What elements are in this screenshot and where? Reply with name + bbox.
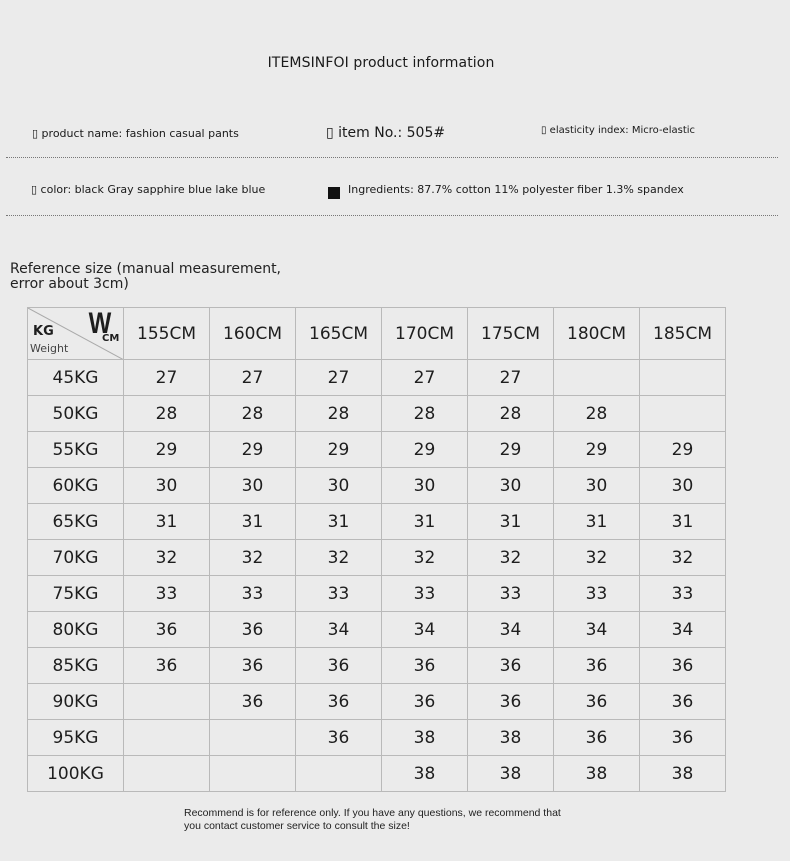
size-cell: 36 (468, 648, 554, 684)
size-cell (124, 684, 210, 720)
size-cell: 32 (554, 540, 640, 576)
size-cell (124, 720, 210, 756)
product-name: ▯ product name: fashion casual pants (32, 127, 239, 140)
size-cell: 34 (554, 612, 640, 648)
size-cell: 36 (210, 612, 296, 648)
table-row (28, 648, 726, 684)
height-header: 160CM (210, 308, 296, 360)
reference-line-1: Reference size (manual measurement, (10, 261, 282, 277)
size-cell: 27 (124, 360, 210, 396)
size-cell: 36 (382, 648, 468, 684)
size-cell: 31 (468, 504, 554, 540)
ingredients-text: Ingredients: 87.7% cotton 11% polyester fiber 1.3% spandex (348, 183, 684, 196)
size-cell: 29 (640, 432, 726, 468)
size-cell: 28 (554, 396, 640, 432)
size-cell: 31 (296, 504, 382, 540)
elasticity-index: ▯ elasticity index: Micro-elastic (541, 125, 696, 136)
size-cell: 33 (382, 576, 468, 612)
weight-cell: 90KG (28, 684, 124, 720)
height-header: 185CM (640, 308, 726, 360)
size-cell: 27 (296, 360, 382, 396)
height-header: 170CM (382, 308, 468, 360)
weight-cell: 100KG (28, 756, 124, 792)
size-cell: 30 (124, 468, 210, 504)
size-cell: 28 (210, 396, 296, 432)
size-cell: 29 (382, 432, 468, 468)
table-row (28, 720, 726, 756)
size-cell: 33 (296, 576, 382, 612)
weight-cell: 65KG (28, 504, 124, 540)
size-cell: 36 (210, 684, 296, 720)
color-info: ▯ color: black Gray sapphire blue lake blue (31, 183, 266, 196)
size-cell: 31 (210, 504, 296, 540)
divider (6, 215, 778, 216)
size-cell: 28 (124, 396, 210, 432)
size-cell: 28 (382, 396, 468, 432)
page-title: ITEMSINFOI product information (267, 55, 495, 71)
size-cell: 36 (210, 648, 296, 684)
size-cell: 31 (124, 504, 210, 540)
divider (6, 157, 778, 158)
size-cell: 36 (296, 648, 382, 684)
table-row (28, 468, 726, 504)
size-cell (210, 756, 296, 792)
size-cell: 31 (640, 504, 726, 540)
height-header: 175CM (468, 308, 554, 360)
table-row (28, 360, 726, 396)
size-cell: 36 (296, 684, 382, 720)
size-cell: 36 (554, 720, 640, 756)
size-cell: 32 (210, 540, 296, 576)
table-header-row (28, 308, 726, 360)
weight-cell: 70KG (28, 540, 124, 576)
size-chart-table (27, 307, 726, 792)
height-header: 180CM (554, 308, 640, 360)
size-cell: 29 (296, 432, 382, 468)
footer-line-1: Recommend is for reference only. If you have any questions, we recommend that (184, 807, 561, 819)
black-square-icon (328, 187, 340, 199)
weight-label: Weight (30, 342, 69, 355)
size-cell: 27 (468, 360, 554, 396)
size-cell: 27 (210, 360, 296, 396)
size-cell: 30 (554, 468, 640, 504)
ingredients-info (328, 183, 684, 199)
size-cell: 31 (382, 504, 468, 540)
size-cell: 38 (554, 756, 640, 792)
size-cell: 38 (382, 720, 468, 756)
size-cell: 33 (468, 576, 554, 612)
corner-cell (28, 308, 124, 360)
size-cell: 32 (382, 540, 468, 576)
weight-cell: 75KG (28, 576, 124, 612)
weight-cell: 95KG (28, 720, 124, 756)
size-cell (124, 756, 210, 792)
weight-cell: 60KG (28, 468, 124, 504)
w-label: W (88, 307, 110, 340)
table-row (28, 396, 726, 432)
size-cell: 38 (468, 720, 554, 756)
size-cell: 36 (640, 720, 726, 756)
size-cell: 36 (124, 612, 210, 648)
size-cell: 36 (640, 684, 726, 720)
size-cell: 32 (296, 540, 382, 576)
size-cell (640, 396, 726, 432)
size-cell: 27 (382, 360, 468, 396)
size-cell: 29 (124, 432, 210, 468)
kg-label: KG (33, 324, 54, 339)
size-cell: 36 (468, 684, 554, 720)
size-cell: 36 (296, 720, 382, 756)
size-cell: 28 (296, 396, 382, 432)
size-cell: 30 (468, 468, 554, 504)
size-cell: 34 (296, 612, 382, 648)
size-cell: 32 (468, 540, 554, 576)
footer-note (184, 807, 561, 833)
table-row (28, 612, 726, 648)
reference-line-2: error about 3cm) (10, 276, 129, 292)
size-cell: 34 (382, 612, 468, 648)
height-header: 165CM (296, 308, 382, 360)
item-number: ▯ item No.: 505# (326, 125, 446, 141)
height-header: 155CM (124, 308, 210, 360)
size-cell: 38 (382, 756, 468, 792)
size-cell: 29 (468, 432, 554, 468)
size-cell: 33 (210, 576, 296, 612)
table-row (28, 756, 726, 792)
table-row (28, 504, 726, 540)
weight-cell: 50KG (28, 396, 124, 432)
size-cell: 36 (554, 648, 640, 684)
weight-cell: 85KG (28, 648, 124, 684)
size-cell: 30 (640, 468, 726, 504)
size-cell (210, 720, 296, 756)
weight-cell: 80KG (28, 612, 124, 648)
size-cell: 29 (554, 432, 640, 468)
table-row (28, 540, 726, 576)
cm-label: CM (102, 333, 120, 344)
size-cell: 33 (124, 576, 210, 612)
size-cell: 31 (554, 504, 640, 540)
weight-cell: 55KG (28, 432, 124, 468)
table-row (28, 432, 726, 468)
size-cell: 32 (124, 540, 210, 576)
size-cell (640, 360, 726, 396)
table-row (28, 576, 726, 612)
size-cell: 29 (210, 432, 296, 468)
size-cell: 38 (640, 756, 726, 792)
size-cell: 30 (296, 468, 382, 504)
size-cell (296, 756, 382, 792)
size-cell: 30 (210, 468, 296, 504)
size-cell (554, 360, 640, 396)
size-cell: 34 (640, 612, 726, 648)
size-cell: 36 (382, 684, 468, 720)
size-cell: 30 (382, 468, 468, 504)
size-cell: 28 (468, 396, 554, 432)
table-row (28, 684, 726, 720)
size-cell: 33 (640, 576, 726, 612)
size-cell: 34 (468, 612, 554, 648)
reference-note (10, 262, 281, 292)
size-cell: 38 (468, 756, 554, 792)
weight-cell: 45KG (28, 360, 124, 396)
size-cell: 32 (640, 540, 726, 576)
size-cell: 36 (640, 648, 726, 684)
size-cell: 36 (124, 648, 210, 684)
footer-line-2: you contact customer service to consult the size! (184, 820, 410, 832)
size-cell: 33 (554, 576, 640, 612)
size-cell: 36 (554, 684, 640, 720)
